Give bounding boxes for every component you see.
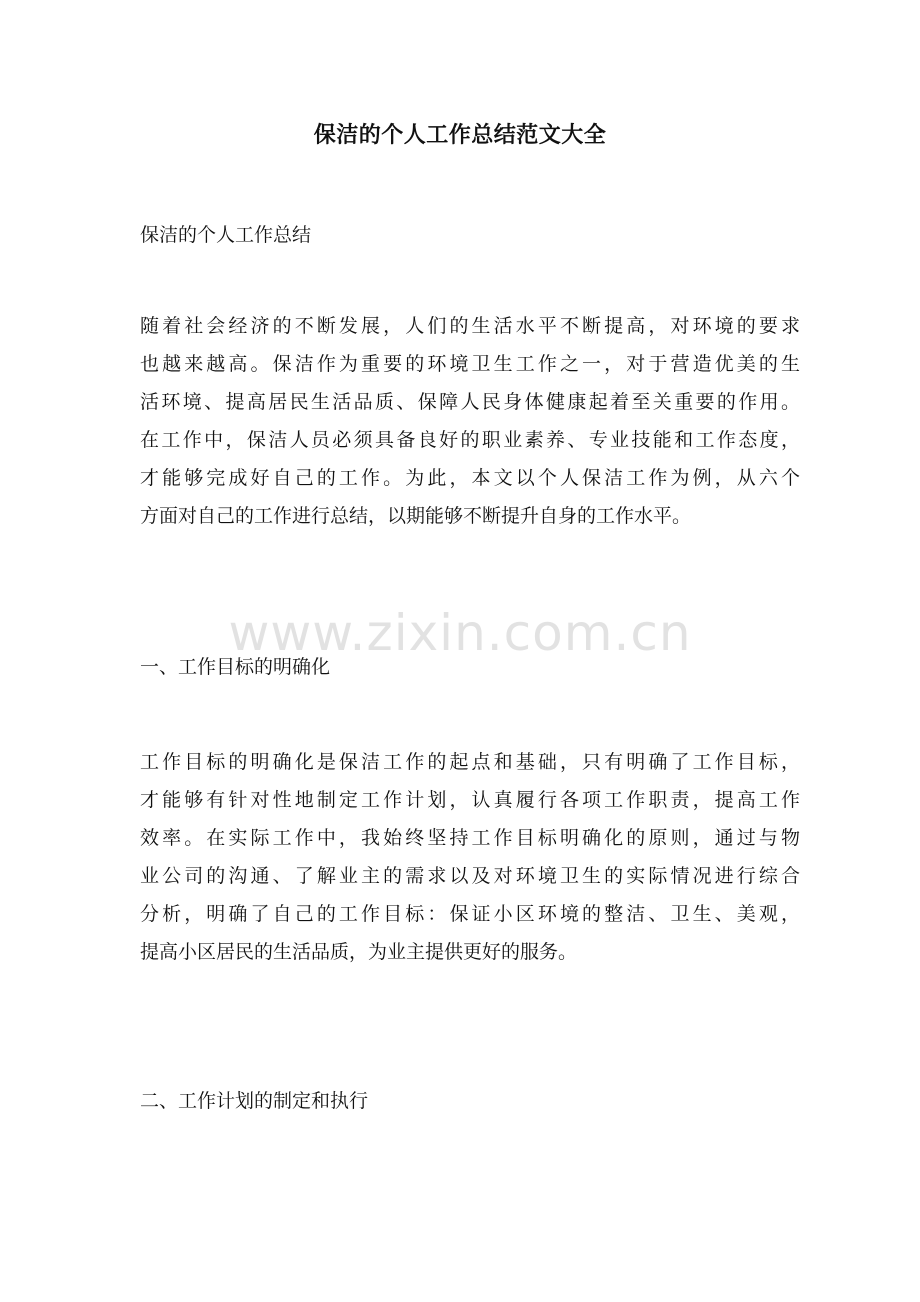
paragraph-line: 在工作中，保洁人员必须具备良好的职业素养、专业技能和工作态度， <box>140 429 800 451</box>
paragraph-line: 才能够有针对性地制定工作计划，认真履行各项工作职责，提高工作 <box>140 789 800 811</box>
document-title: 保洁的个人工作总结范文大全 <box>313 122 607 148</box>
intro-paragraph <box>140 307 800 535</box>
document-subtitle: 保洁的个人工作总结 <box>140 224 312 246</box>
paragraph-line: 工作目标的明确化是保洁工作的起点和基础，只有明确了工作目标， <box>140 751 800 773</box>
section-heading-1: 一、工作目标的明确化 <box>140 656 331 678</box>
paragraph-line: 提高小区居民的生活品质，为业主提供更好的服务。 <box>140 941 578 963</box>
paragraph-line: 也越来越高。保洁作为重要的环境卫生工作之一，对于营造优美的生 <box>140 353 800 375</box>
paragraph-line: 方面对自己的工作进行总结，以期能够不断提升自身的工作水平。 <box>140 505 692 527</box>
paragraph-line: 才能够完成好自己的工作。为此，本文以个人保洁工作为例，从六个 <box>140 467 800 489</box>
paragraph-line: 效率。在实际工作中，我始终坚持工作目标明确化的原则，通过与物 <box>140 827 800 849</box>
paragraph-line: 业公司的沟通、了解业主的需求以及对环境卫生的实际情况进行综合 <box>140 865 800 887</box>
paragraph-line: 活环境、提高居民生活品质、保障人民身体健康起着至关重要的作用。 <box>140 391 800 413</box>
paragraph-line: 随着社会经济的不断发展，人们的生活水平不断提高，对环境的要求 <box>140 315 800 337</box>
paragraph-line: 分析，明确了自己的工作目标：保证小区环境的整洁、卫生、美观， <box>140 903 800 925</box>
section-heading-2: 二、工作计划的制定和执行 <box>140 1090 369 1112</box>
section1-paragraph <box>140 743 800 971</box>
watermark: www.zixin.com.cn <box>228 604 692 662</box>
